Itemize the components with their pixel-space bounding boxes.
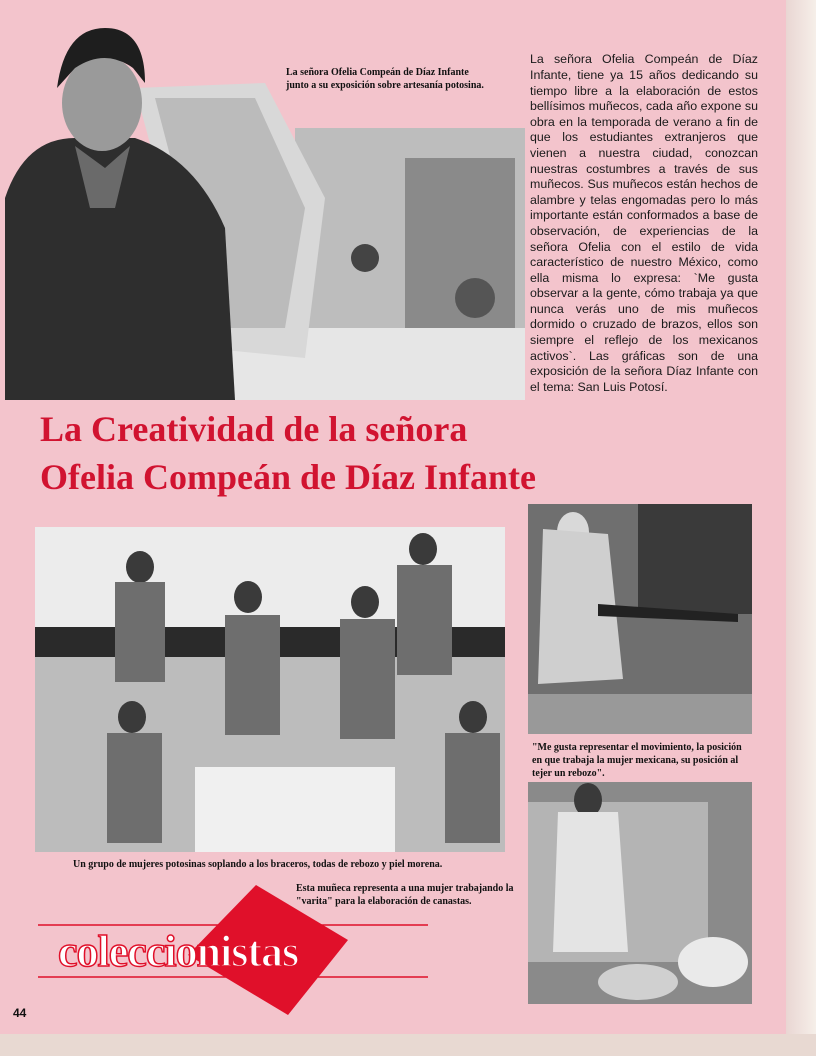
- basket-doll-photo: [528, 782, 752, 1004]
- article-body: La señora Ofelia Compeán de Díaz Infante, tiene ya 15 años dedicando su tiempo libre a la elaboración de estos bellísimos muñecos, cada año expone su obra en la temporada de verano a fin de que los estudiantes extranjeros que vienen a nuestra ciudad, conozcan nuestras costumbres a través de sus muñecos. Sus muñecos están hechos de alambre y telas engomadas pero lo más importante están conformados a base de observación, de experiencias de la señora Ofelia con el estilo de vida característico de nuestro México, como ella misma lo expresa: `Me gusta observar a la gente, cómo trabaja ya que nunca verás uno de mis muñecos dormido o cruzado de brazos, ellos son siempre el reflejo de los mexicanos activos`. Las gráficas son de una exposición de la señora Díaz Infante con el tema: San Luis Potosí.: [530, 52, 758, 394]
- section-logo: [38, 885, 438, 1015]
- scan-bottom-edge: [0, 1034, 816, 1056]
- basket-caption: Esta muñeca representa a una mujer trabajando la "varita" para la elaboración de canastas.: [296, 883, 514, 907]
- group-dolls-photo: [35, 527, 505, 852]
- page-edge: [786, 0, 816, 1056]
- weaver-caption: "Me gusta representar el movimiento, la posición en que trabaja la mujer mexicana, su posición al tejer un rebozo".: [532, 742, 742, 779]
- weaver-doll-photo: [528, 504, 752, 734]
- page-number: 44: [13, 1006, 27, 1020]
- article-title-line1: La Creatividad de la señora: [40, 409, 468, 449]
- portrait-caption: La señora Ofelia Compeán de Díaz Infante junto a su exposición sobre artesanía potosina.: [286, 67, 484, 91]
- section-logo-text: coleccionistas: [58, 927, 299, 976]
- group-caption: Un grupo de mujeres potosinas soplando a los braceros, todas de rebozo y piel morena.: [73, 859, 443, 870]
- article-title-line2: Ofelia Compeán de Díaz Infante: [40, 457, 536, 497]
